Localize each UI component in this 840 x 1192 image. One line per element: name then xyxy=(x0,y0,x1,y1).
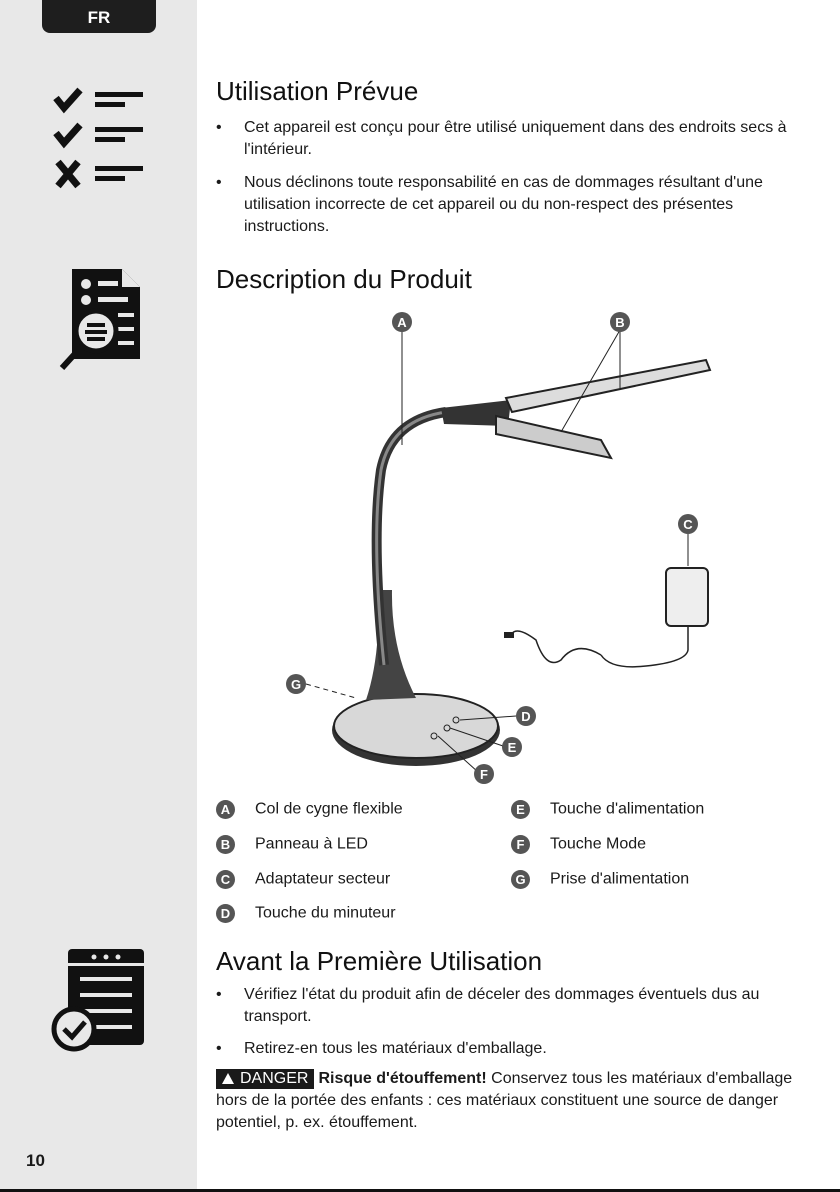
section-title-usage: Utilisation Prévue xyxy=(216,76,419,106)
checklist-icon xyxy=(52,86,147,191)
language-tab: FR xyxy=(42,0,156,33)
legend-item: F Touche Mode xyxy=(511,835,646,854)
warning-triangle-icon xyxy=(222,1073,234,1084)
svg-text:A: A xyxy=(397,315,407,330)
marker-b xyxy=(610,312,630,332)
svg-text:C: C xyxy=(683,517,693,532)
list-item: • Nous déclinons toute responsabilité en cas de dommages résultant d'une utilisation incorrecte de cet appareil ou du non-respect des présentes instructions. xyxy=(216,174,763,235)
marker-c xyxy=(678,514,698,534)
legend-item: C Adaptateur secteur xyxy=(216,870,390,889)
list-item: • Vérifiez l'état du produit afin de déceler des dommages éventuels dus au transport. xyxy=(216,986,760,1025)
list-item: • Cet appareil est conçu pour être utilisé uniquement dans des endroits secs à l'intérieur. xyxy=(216,119,787,158)
marker-e xyxy=(502,737,522,757)
product-diagram xyxy=(216,300,736,790)
section-title-description: Description du Produit xyxy=(216,264,472,294)
marker-g xyxy=(286,674,306,694)
marker-a xyxy=(392,312,412,332)
svg-text:B: B xyxy=(615,315,625,330)
svg-text:D: D xyxy=(521,709,531,724)
svg-text:E: E xyxy=(507,740,517,755)
marker-d xyxy=(516,706,536,726)
document-search-icon xyxy=(58,267,143,372)
section-title-before-use: Avant la Première Utilisation xyxy=(216,946,543,976)
svg-text:G: G xyxy=(290,677,302,692)
marker-f xyxy=(474,764,494,784)
legend-item: D Touche du minuteur xyxy=(216,904,396,923)
legend-item: E Touche d'alimentation xyxy=(511,800,704,819)
svg-text:F: F xyxy=(480,767,488,782)
list-item: • Retirez-en tous les matériaux d'emballage. xyxy=(216,1040,547,1057)
legend-item: A Col de cygne flexible xyxy=(216,800,403,819)
legend-item: G Prise d'alimentation xyxy=(511,870,689,889)
clipboard-check-icon xyxy=(50,947,150,1052)
danger-warning: DANGER Risque d'étouffement! Conservez tous les matériaux d'emballage hors de la portée des enfants : ces matériaux constituent une source de danger potentiel, p. ex. étouffement. xyxy=(216,1070,793,1131)
danger-label: DANGER xyxy=(216,1069,314,1089)
legend-item: B Panneau à LED xyxy=(216,835,368,854)
page-number: 10 xyxy=(26,1151,45,1170)
